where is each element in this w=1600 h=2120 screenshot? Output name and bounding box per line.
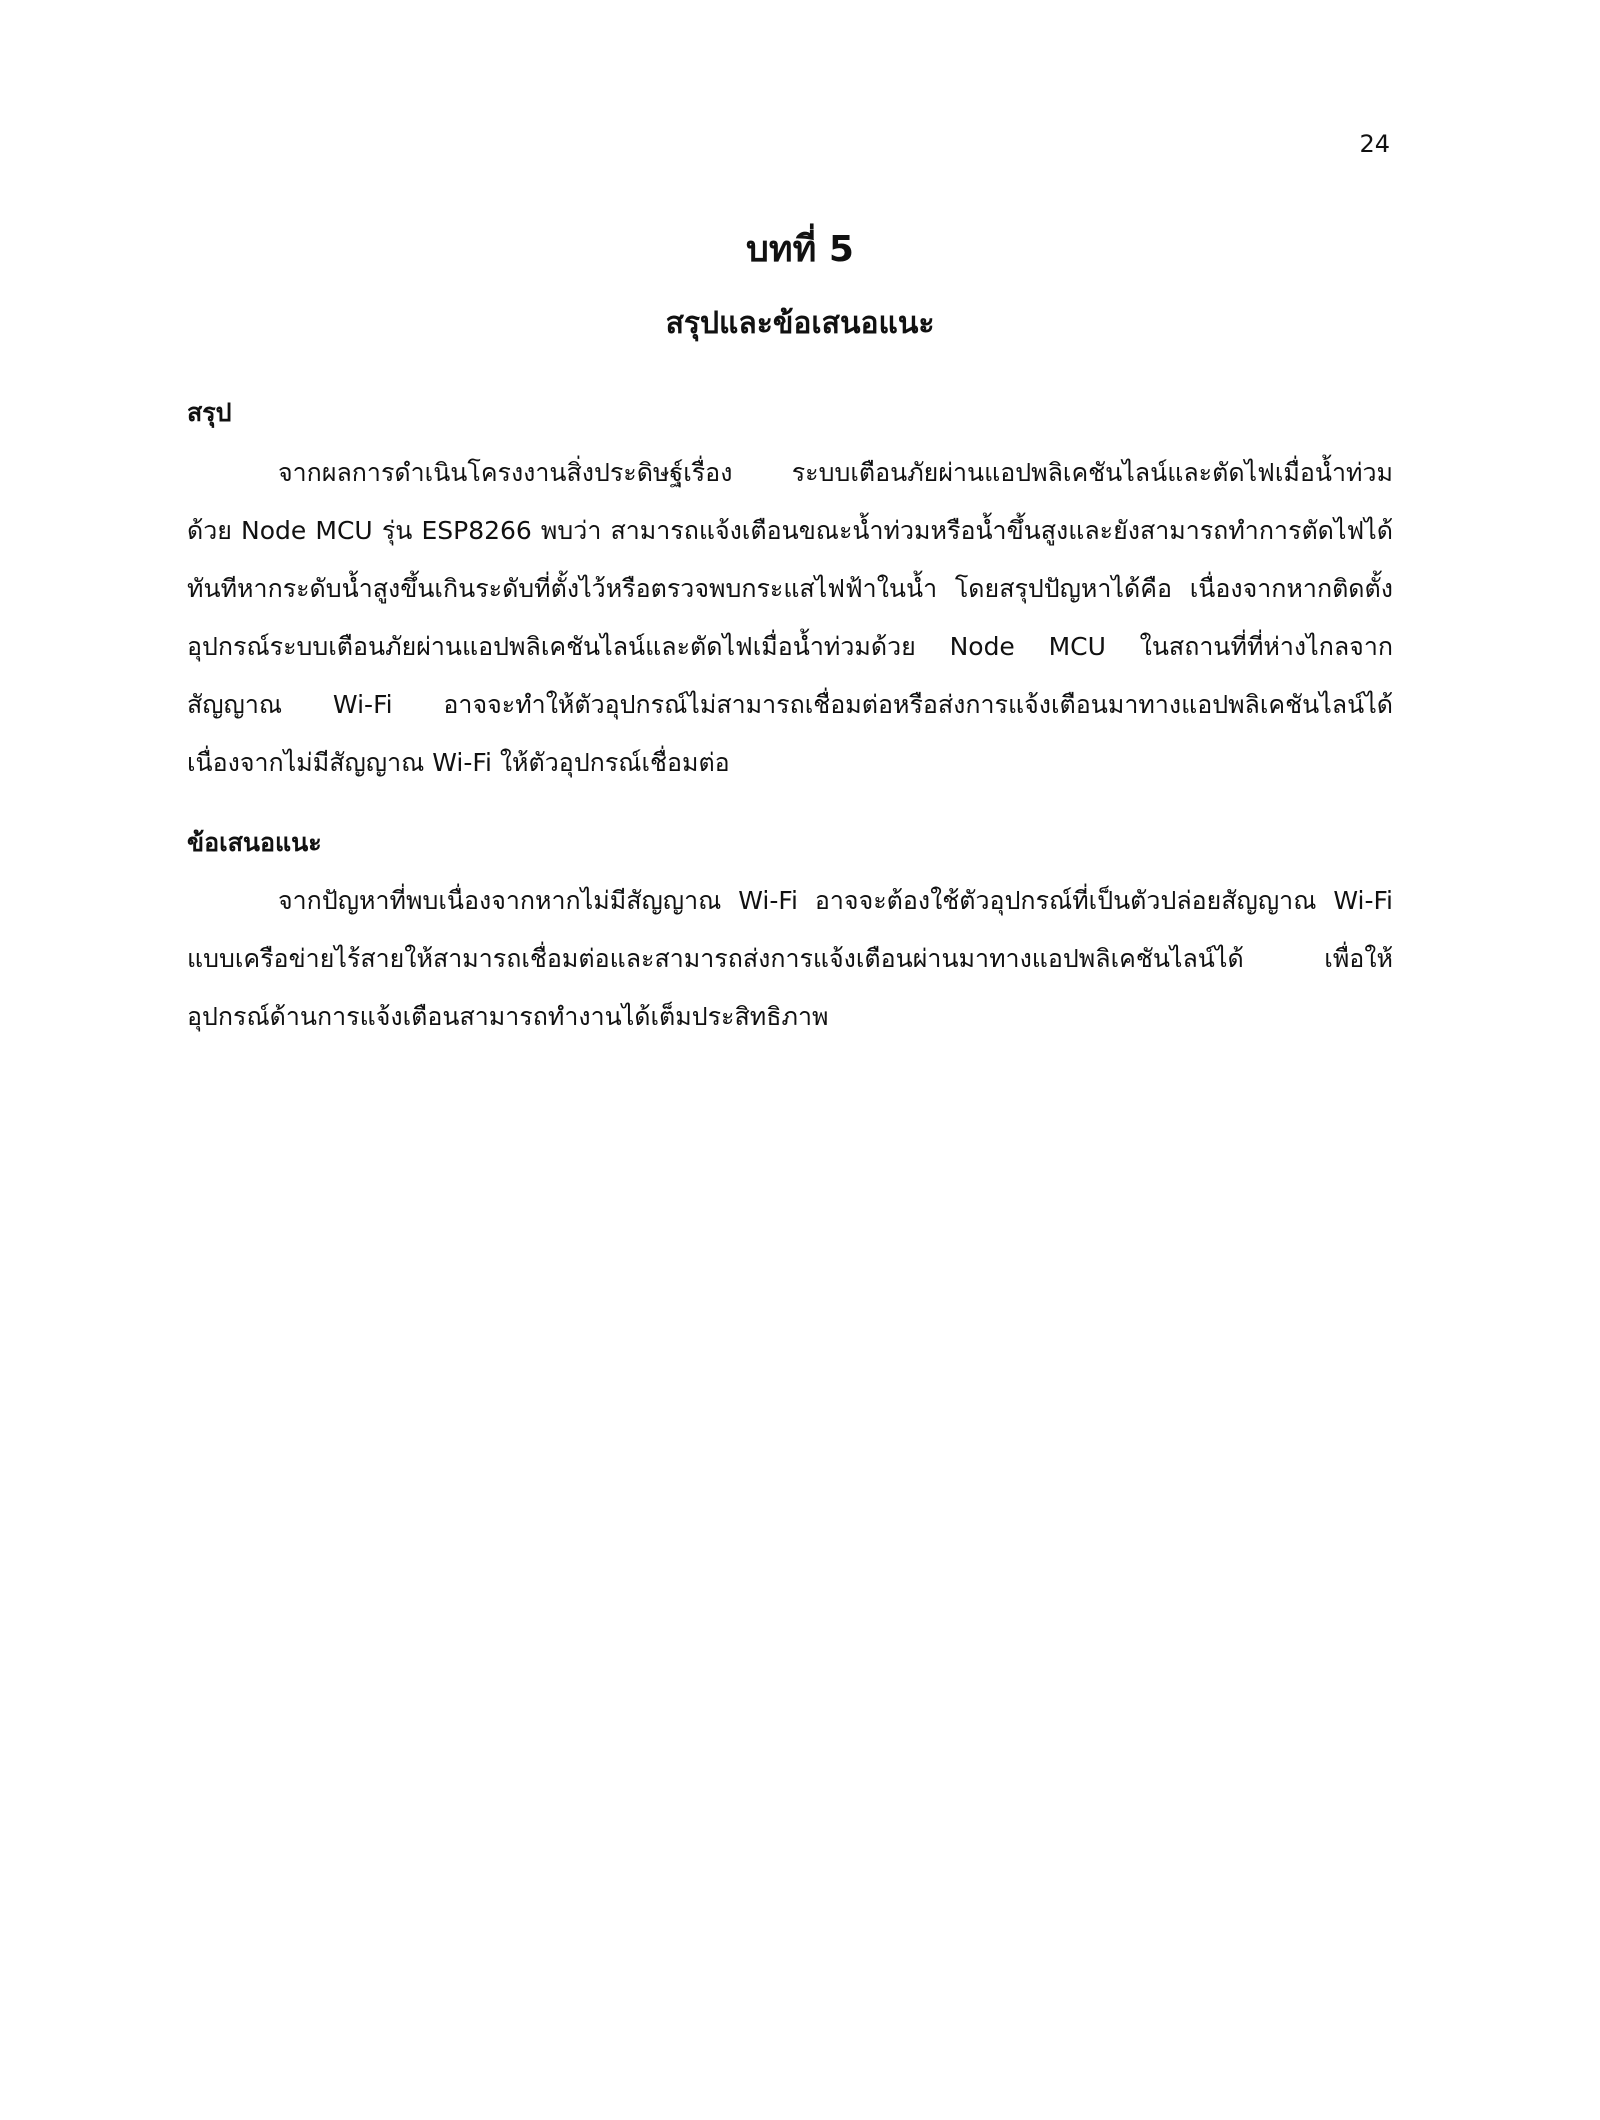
paragraph-line: อุปกรณ์ระบบเตือนภัยผ่านแอปพลิเคชันไลน์และตัดไฟเมื่อน้ำท่วมด้วย Node MCU ในสถานที่ที่ห่างไกลจาก [187, 632, 1393, 661]
paragraph-line: สัญญาณ Wi-Fi อาจจะทำให้ตัวอุปกรณ์ไม่สามารถเชื่อมต่อหรือส่งการแจ้งเตือนมาทางแอปพลิเคชันไลน์ได้ [187, 690, 1393, 719]
section-heading-suggestions: ข้อเสนอแนะ [187, 828, 322, 857]
paragraph-line: แบบเครือข่ายไร้สายให้สามารถเชื่อมต่อและสามารถส่งการแจ้งเตือนผ่านมาทางแอปพลิเคชันไลน์ได้ เพื่อให้ [187, 944, 1393, 973]
paragraph-line: อุปกรณ์ด้านการแจ้งเตือนสามารถทำงานได้เต็มประสิทธิภาพ [187, 1002, 829, 1031]
paragraph-line: จากผลการดำเนินโครงงานสิ่งประดิษฐ์เรื่อง ระบบเตือนภัยผ่านแอปพลิเคชันไลน์และตัดไฟเมื่อน้ำท่วม [278, 458, 1393, 487]
paragraph-line: จากปัญหาที่พบเนื่องจากหากไม่มีสัญญาณ Wi-Fi อาจจะต้องใช้ตัวอุปกรณ์ที่เป็นตัวปล่อยสัญญาณ Wi-Fi [278, 886, 1393, 915]
chapter-title: สรุปและข้อเสนอแนะ [665, 306, 935, 341]
page-number: 24 [1359, 130, 1390, 158]
paragraph-line: ทันทีหากระดับน้ำสูงขึ้นเกินระดับที่ตั้งไว้หรือตรวจพบกระแสไฟฟ้าในน้ำ โดยสรุปปัญหาได้คือ เนื่องจากหากติดตั้ง [187, 574, 1393, 603]
paragraph-line: เนื่องจากไม่มีสัญญาณ Wi-Fi ให้ตัวอุปกรณ์เชื่อมต่อ [187, 748, 730, 777]
chapter-number: บทที่ 5 [746, 229, 854, 270]
section-heading-summary: สรุป [187, 398, 232, 427]
paragraph-line: ด้วย Node MCU รุ่น ESP8266 พบว่า สามารถแจ้งเตือนขณะน้ำท่วมหรือน้ำขึ้นสูงและยังสามารถทำการตัดไฟได้ [187, 516, 1393, 545]
